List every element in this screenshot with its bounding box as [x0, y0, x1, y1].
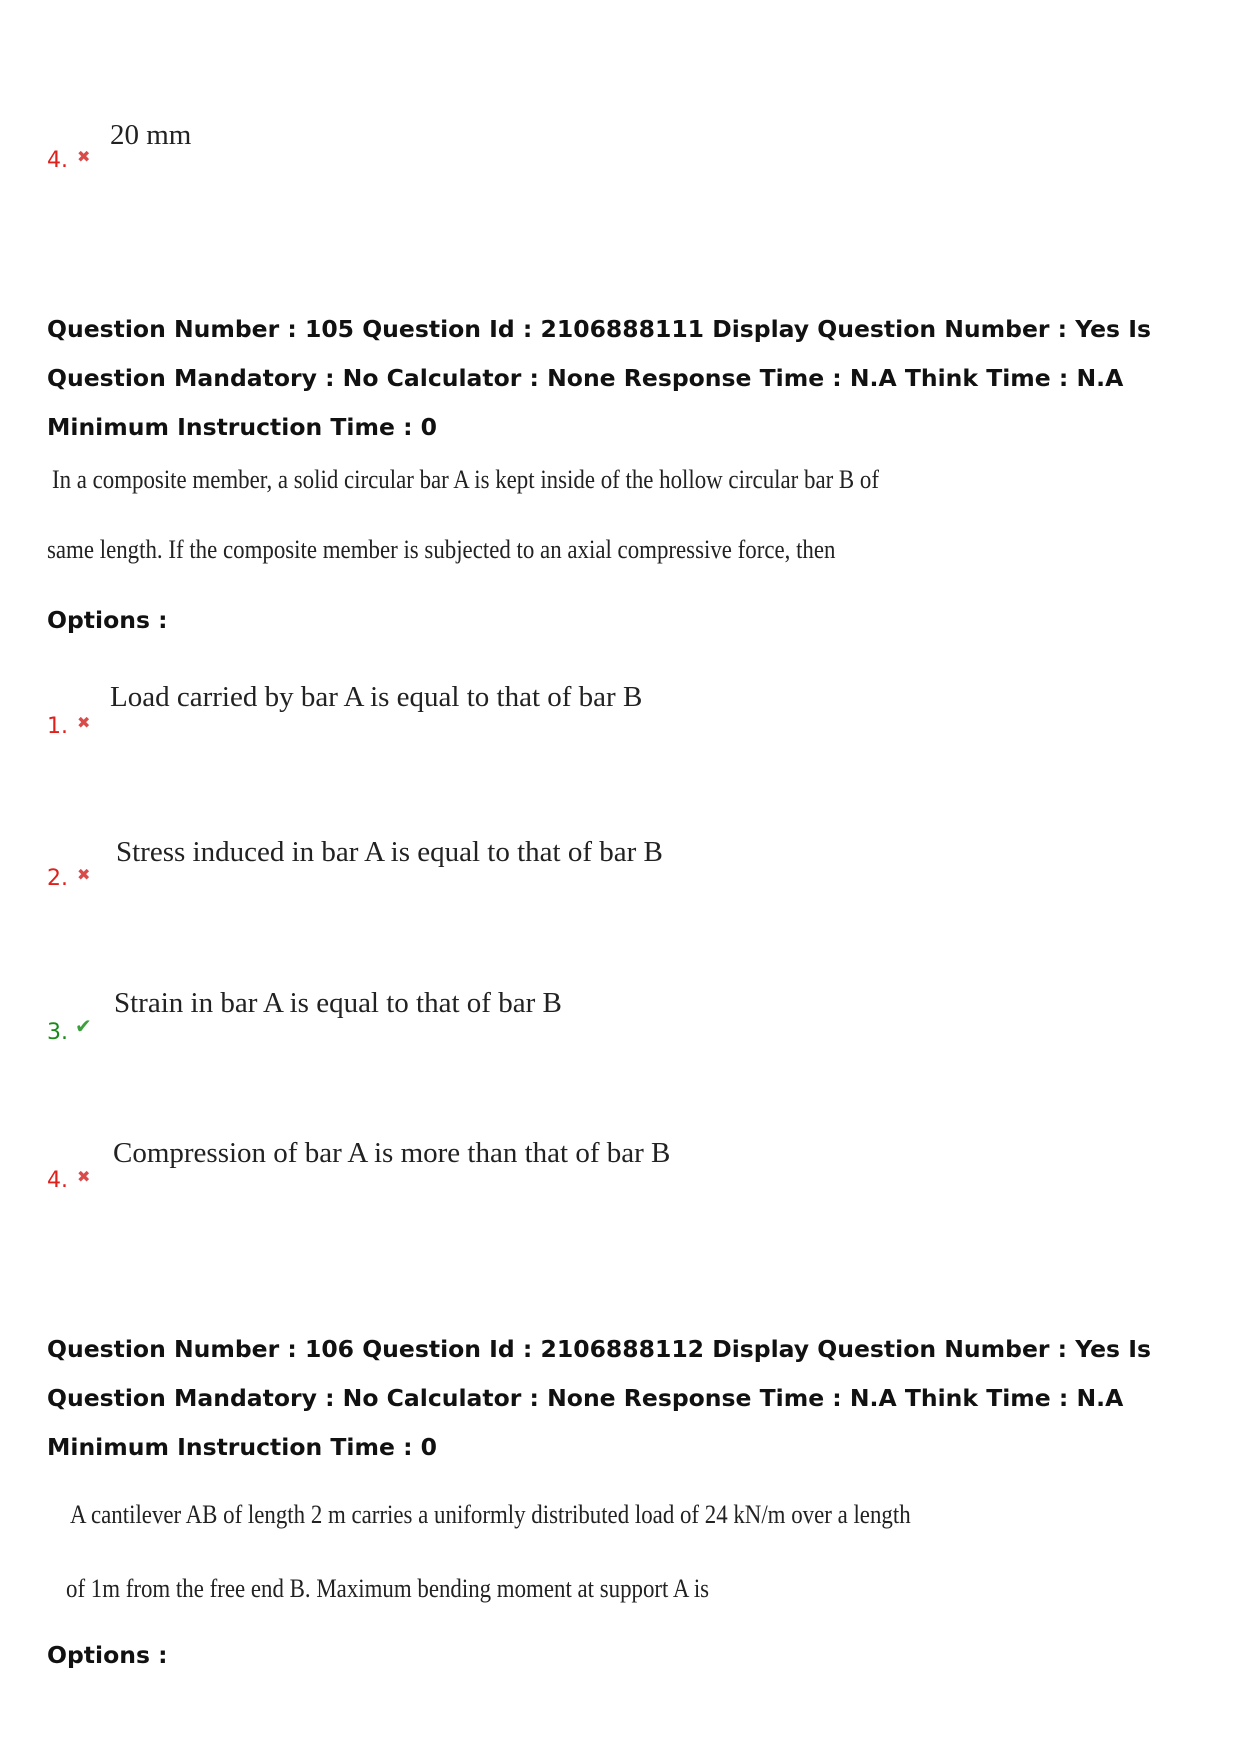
option-text: Compression of bar A is more than that of bar B — [113, 1137, 671, 1169]
question-header: Question Number : 106 Question Id : 2106888112 Display Question Number : Yes Is Question Mandatory : No Calculator : None Response Time : N.A Think Time : N.A Minimum Instruction Time : 0 — [47, 1335, 1151, 1461]
cross-icon: ✖ — [77, 1167, 91, 1186]
option-text: Strain in bar A is equal to that of bar B — [114, 987, 562, 1019]
option-number: 2. — [47, 866, 68, 891]
options-label: Options : — [47, 1641, 168, 1669]
option-text: Stress induced in bar A is equal to that of bar B — [116, 836, 663, 868]
option-number: 1. — [47, 714, 68, 739]
question-text-line: of 1m from the free end B. Maximum bending moment at support A is — [66, 1574, 710, 1603]
cross-icon: ✖ — [77, 865, 91, 884]
check-icon: ✔ — [75, 1014, 92, 1038]
question-text-line: In a composite member, a solid circular bar A is kept inside of the hollow circular bar B of — [52, 465, 879, 494]
option-number: 4. — [47, 1168, 68, 1193]
option-number: 4. — [47, 148, 68, 173]
option-number: 3. — [47, 1020, 68, 1045]
cross-icon: ✖ — [77, 713, 91, 732]
option-text: Load carried by bar A is equal to that of bar B — [110, 681, 643, 713]
question-text-line: same length. If the composite member is subjected to an axial compressive force, then — [47, 535, 836, 564]
cross-icon: ✖ — [77, 147, 91, 166]
options-label: Options : — [47, 606, 168, 634]
question-text-line: A cantilever AB of length 2 m carries a uniformly distributed load of 24 kN/m over a length — [70, 1500, 911, 1529]
question-header: Question Number : 105 Question Id : 2106888111 Display Question Number : Yes Is Question Mandatory : No Calculator : None Response Time : N.A Think Time : N.A Minimum Instruction Time : 0 — [47, 315, 1151, 441]
option-text: 20 mm — [110, 119, 192, 151]
